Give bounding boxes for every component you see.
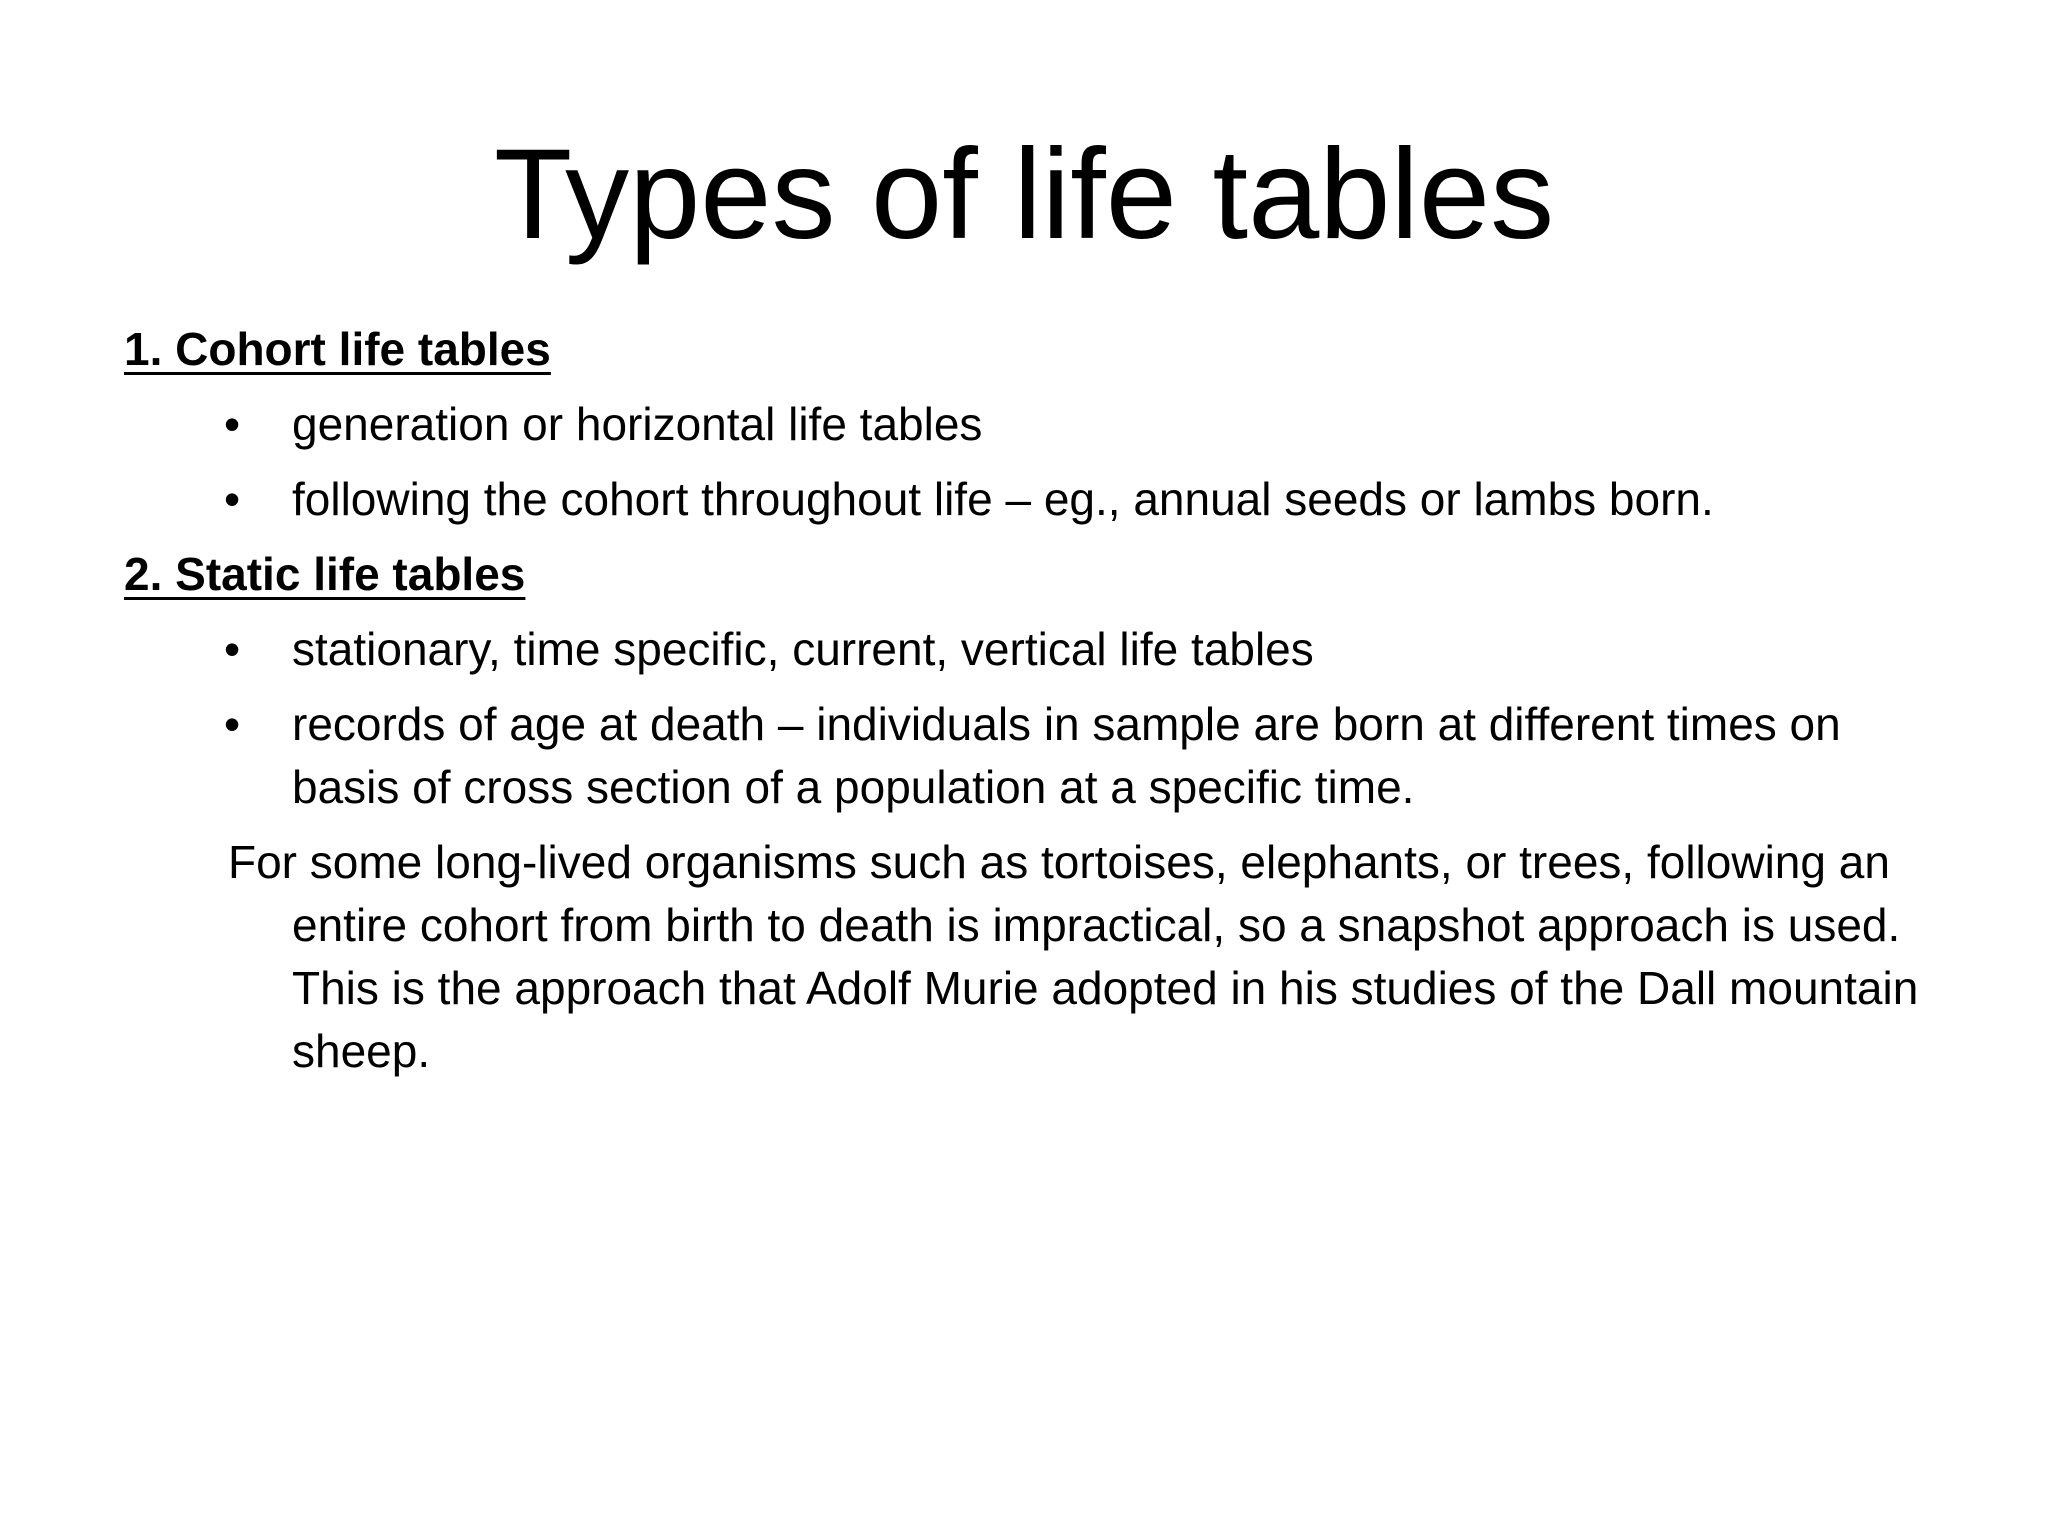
slide-title: Types of life tables [493,123,1555,266]
bullet-text: records of age at death – individuals in sample are born at different times on basis of cross section of a population at a specific time. [292,698,1841,813]
bullet-item [124,693,1952,819]
section-cohort [124,318,1924,531]
bullet-item [124,393,1924,456]
bullet-text: following the cohort throughout life – eg., annual seeds or lambs born. [292,473,1714,525]
bullet-list-static [124,618,1924,819]
section-heading-static: 2. Static life tables [124,548,526,600]
section-heading-cohort: 1. Cohort life tables [124,323,551,375]
bullet-text: stationary, time specific, current, vertical life tables [292,623,1314,675]
bullet-dot-icon: • [224,623,241,675]
bullet-text: generation or horizontal life tables [292,398,983,450]
bullet-list-cohort [124,393,1924,531]
section-static [124,543,1924,819]
bullet-dot-icon: • [224,698,241,750]
closing-paragraph: For some long-lived organisms such as tortoises, elephants, or trees, following an entire cohort from birth to death is impractical, so a snapshot approach is used. This is the approach that Adolf Murie adopted in his studies of the Dall mountain sheep. [228,836,1919,1077]
bullet-dot-icon: • [224,473,241,525]
bullet-item [124,618,1924,681]
bullet-item [124,468,1924,531]
bullet-dot-icon: • [224,398,241,450]
slide-body [124,318,1924,1083]
